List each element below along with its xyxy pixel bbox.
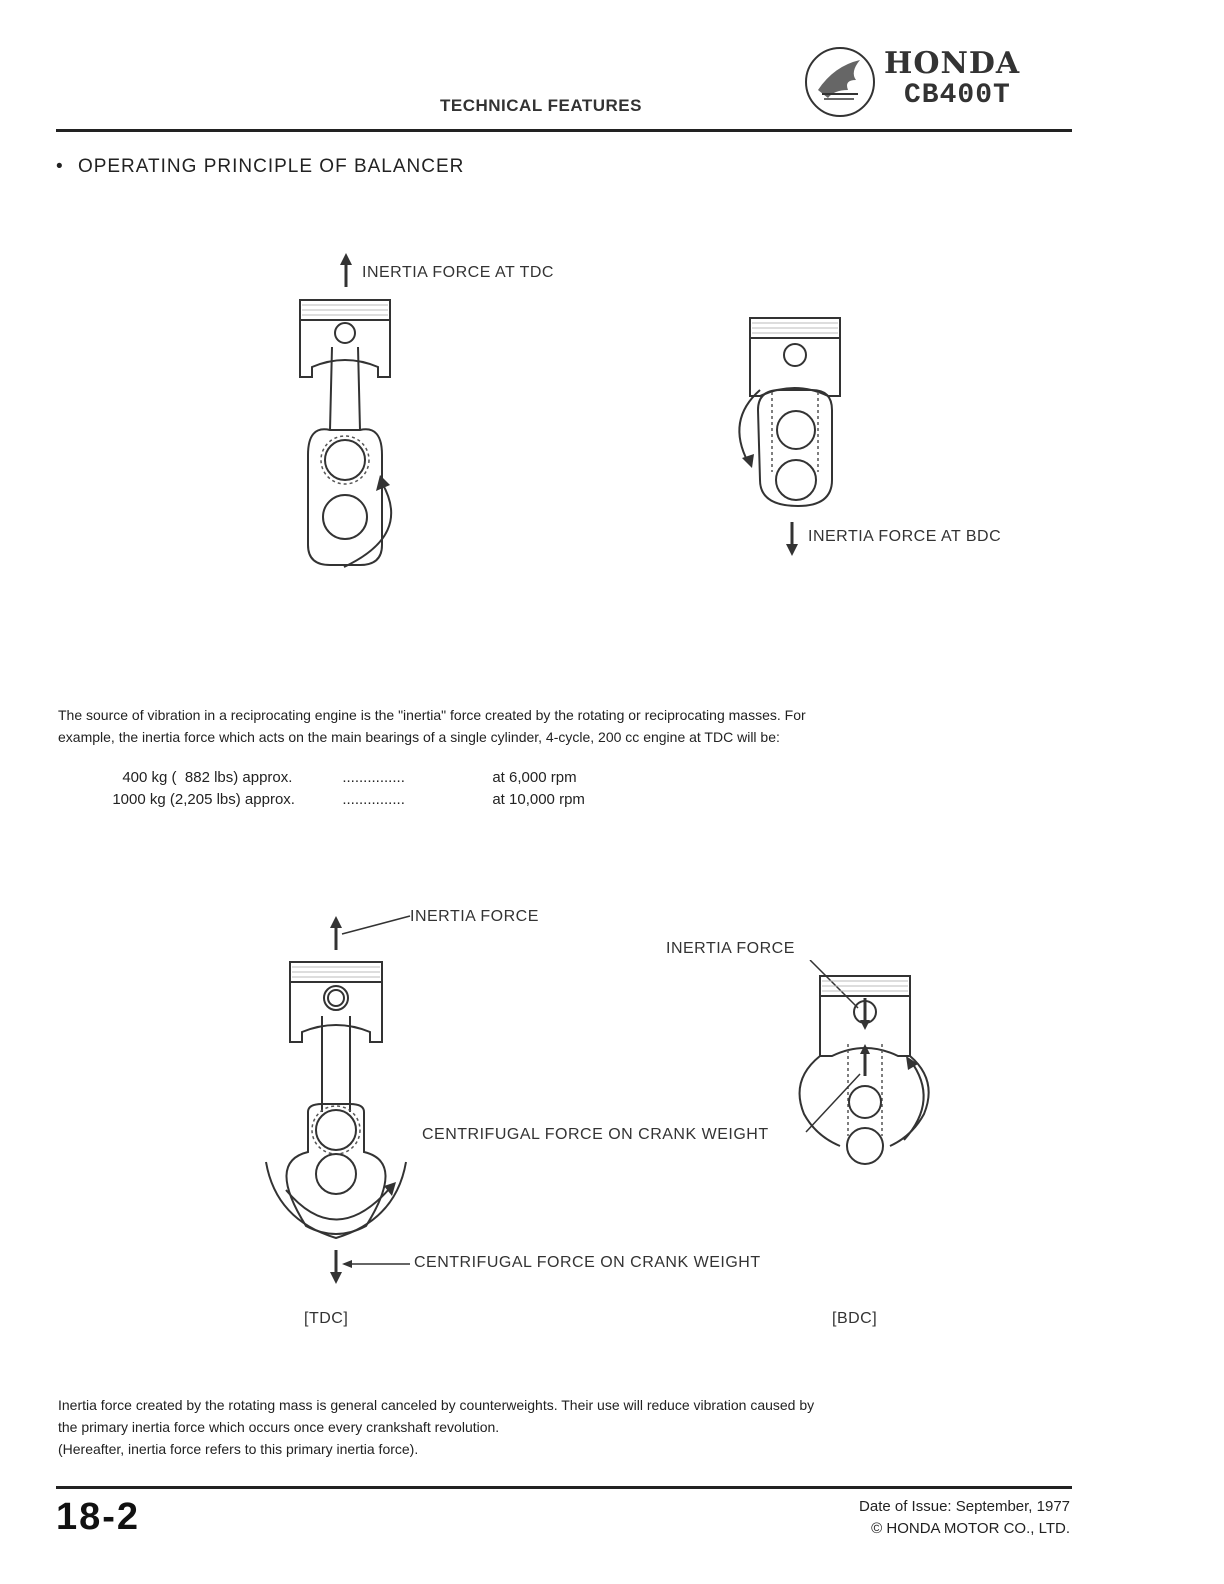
paragraph-counterweights <box>58 1394 1074 1460</box>
page-number: 18-2 <box>56 1496 141 1538</box>
section-heading <box>56 156 464 178</box>
header-rule <box>56 129 1072 132</box>
paragraph-line: The source of vibration in a reciprocating engine is the "inertia" force created by the rotating or reciprocating masses. For <box>58 707 806 723</box>
issue-info <box>760 1496 1070 1540</box>
spec-load: 400 kg ( 882 lbs) approx. <box>122 769 293 786</box>
paragraph-line: Inertia force created by the rotating mass is general canceled by counterweights. Their use will reduce vibration caused by <box>58 1397 815 1413</box>
paragraph-line: (Hereafter, inertia force refers to this primary inertia force). <box>58 1441 419 1457</box>
spec-load: 1000 kg (2,205 lbs) approx. <box>112 791 295 808</box>
paragraph-vibration-source <box>58 704 1074 748</box>
spec-row <box>104 774 585 808</box>
label-inertia-force-bdc2: INERTIA FORCE <box>666 940 795 957</box>
label-inertia-force-tdc: INERTIA FORCE AT TDC <box>362 264 554 281</box>
label-centrifugal-force-tdc: CENTRIFUGAL FORCE ON CRANK WEIGHT <box>414 1254 761 1271</box>
label-centrifugal-force-bdc: CENTRIFUGAL FORCE ON CRANK WEIGHT <box>422 1126 769 1143</box>
spec-dots: ............... <box>342 791 405 808</box>
caption-tdc: [TDC] <box>304 1310 349 1327</box>
label-inertia-force-tdc2: INERTIA FORCE <box>410 908 539 925</box>
paragraph-line: example, the inertia force which acts on the main bearings of a single cylinder, 4-cycle, 200 cc engine at TDC will be: <box>58 729 780 745</box>
spec-speed: at 10,000 rpm <box>492 791 585 808</box>
bullet-icon: • <box>56 156 64 177</box>
figure-bdc-counterweight <box>780 960 950 1185</box>
caption-bdc: [BDC] <box>832 1310 878 1327</box>
spec-dots: ............... <box>342 769 405 786</box>
label-inertia-force-bdc: INERTIA FORCE AT BDC <box>808 528 1002 545</box>
copyright: © HONDA MOTOR CO., LTD. <box>871 1520 1070 1537</box>
honda-wing-logo <box>804 46 876 123</box>
issue-date: Date of Issue: September, 1977 <box>859 1498 1070 1515</box>
figure-tdc-counterweight <box>256 890 456 1305</box>
figure-tdc-piston <box>250 245 450 590</box>
honda-brand: HONDA <box>884 46 1021 81</box>
spec-speed: at 6,000 rpm <box>492 769 577 786</box>
model-name: CB400T <box>904 80 1011 111</box>
footer-rule <box>56 1486 1072 1489</box>
section-title: OPERATING PRINCIPLE OF BALANCER <box>77 156 465 177</box>
paragraph-line: the primary inertia force which occurs once every crankshaft revolution. <box>58 1419 500 1435</box>
page-header-title: TECHNICAL FEATURES <box>440 96 642 115</box>
